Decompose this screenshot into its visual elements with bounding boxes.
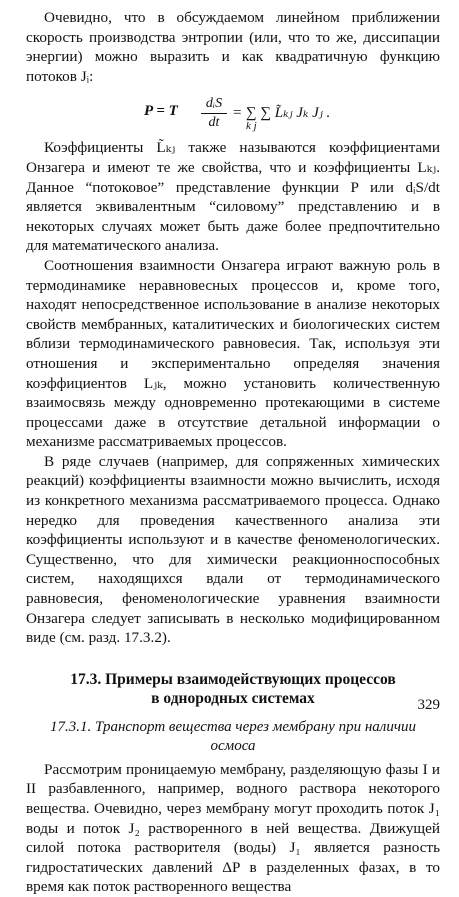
- formula-fraction: [201, 96, 227, 131]
- formula-denominator: dt: [208, 115, 220, 131]
- subsection-heading: 17.3.1. Транспорт вещества через мембрану при наличии осмоса: [49, 718, 416, 754]
- formula-lhs: P = T: [144, 103, 178, 120]
- paragraph-2: Коэффициенты L̃ₖⱼ также называются коэффициентами Онзагера и имеют те же свойства, что и коэффициенты Lₖⱼ. Данное “потоковое” представление функции P или dᵢS/dt является эквивалентным “силовому” представлению и в некоторых случаях может быть даже более предпочтительно для математического анализа.: [26, 139, 440, 255]
- section-heading: [26, 670, 440, 708]
- formula-indices: k j: [246, 120, 257, 133]
- section-heading-line2: в однородных системах: [151, 689, 315, 707]
- formula-numerator: dᵢS: [205, 96, 223, 112]
- page-number: 329: [417, 697, 440, 713]
- section-heading-line1: 17.3. Примеры взаимодействующих процессов: [70, 670, 396, 688]
- page-body: [26, 8, 440, 897]
- paragraph-5: Рассмотрим проницаемую мембрану, разделяющую фазы I и II разбавленного, например, водного раствора некоторого вещества. Очевидно, через мембрану могут проходить поток J₁ воды и поток J₂ растворенного в ней вещества. Движущей силой потока растворителя (воды) J₁ является разность гидростатических давлений ΔP в разделенных фазах, в то время как поток растворенного вещества: [26, 760, 440, 896]
- paragraph-3: Соотношения взаимности Онзагера играют важную роль в термодинамике неравновесных процессов и, кроме того, находят непосредственное использование в анализе некоторых свойств мембранных, каталитических и биологических систем вблизи термодинамического равновесия. Так, используя эти отношения и экспериментально определяя значения коэффициентов Lⱼₖ, можно установить количественную взаимосвязь между одновременно протекающими в системе процессами даже в отсутствие детальной информации о механизме рассматриваемых процессов.: [26, 256, 440, 451]
- paragraph-1: Очевидно, что в обсуждаемом линейном приближении скорость производства энтропии (или, что то же, диссипации энергии) можно выразить и как квадратичную функцию потоков Jᵢ:: [26, 9, 440, 85]
- paragraph-4: В ряде случаев (например, для сопряженных химических реакций) коэффициенты взаимности можно вычислить, исходя из конкретного механизма рассматриваемого процесса. Однако нередко для проведения качественного анализа эти коэффициенты используют и в качестве феноменологических. Существенно, что для химически реакционноспособных систем, находящихся вдали от термодинамического равновесия, феноменологические уравнения взаимности Онзагера следует записывать в несколько модифицированном виде (см. разд. 17.3.2).: [26, 452, 440, 647]
- formula-rhs: = ∑ ∑ L̃ₖⱼ Jₖ Jⱼ .: [232, 105, 331, 122]
- formula: [26, 86, 440, 138]
